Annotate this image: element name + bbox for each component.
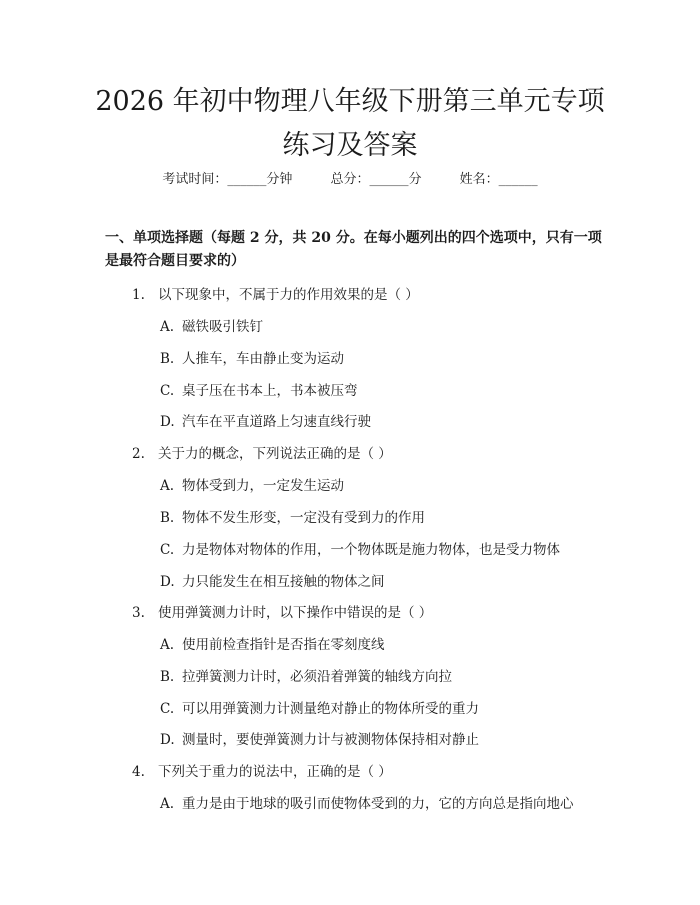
- option-key: D.: [160, 574, 175, 590]
- total-score-field: [330, 172, 421, 187]
- option-text: 磁铁吸引铁钉: [182, 319, 263, 335]
- question-4: [132, 760, 392, 780]
- option-key: B.: [160, 510, 175, 526]
- exam-info-line: [0, 168, 700, 187]
- option-key: A.: [160, 796, 175, 812]
- question-3-option-d: [160, 728, 479, 748]
- student-name-blank: ______: [498, 172, 538, 187]
- exam-time-field: [162, 172, 292, 187]
- question-1-option-a: [160, 315, 263, 335]
- option-text: 物体受到力，一定发生运动: [182, 478, 344, 494]
- option-text: 物体不发生形变，一定没有受到力的作用: [182, 510, 425, 526]
- question-text: 使用弹簧测力计时，以下操作中错误的是（ ）: [158, 605, 433, 621]
- option-text: 人推车，车由静止变为运动: [182, 351, 344, 367]
- question-text: 下列关于重力的说法中，正确的是（ ）: [158, 764, 392, 780]
- question-1: [132, 283, 419, 303]
- student-name-label: 姓名：: [459, 172, 499, 187]
- exam-time-unit: 分钟: [266, 172, 293, 187]
- option-text: 可以用弹簧测力计测量绝对静止的物体所受的重力: [182, 701, 479, 717]
- option-text: 测量时，要使弹簧测力计与被测物体保持相对静止: [182, 732, 479, 748]
- question-3: [132, 601, 432, 621]
- option-key: D.: [160, 414, 175, 430]
- question-2-option-c: [160, 538, 560, 558]
- question-4-option-a: [160, 792, 574, 812]
- option-key: C.: [160, 542, 175, 558]
- question-3-option-a: [160, 633, 385, 653]
- option-text: 重力是由于地球的吸引而使物体受到的力，它的方向总是指向地心: [182, 796, 574, 812]
- question-1-option-d: [160, 410, 371, 430]
- option-text: 桌子压在书本上，书本被压弯: [182, 383, 358, 399]
- question-1-option-b: [160, 347, 344, 367]
- option-key: B.: [160, 669, 175, 685]
- question-2-option-d: [160, 570, 385, 590]
- exam-time-label: 考试时间：: [162, 172, 228, 187]
- question-number: 3.: [132, 605, 145, 621]
- total-score-blank: ______: [369, 172, 409, 187]
- question-text: 关于力的概念，下列说法正确的是（ ）: [158, 446, 392, 462]
- option-text: 使用前检查指针是否指在零刻度线: [182, 637, 385, 653]
- option-key: A.: [160, 478, 175, 494]
- section-heading: 一、单项选择题（每题 2 分，共 20 分。在每小题列出的四个选项中，只有一项是最符合题目要求的）: [105, 230, 602, 269]
- question-2-option-b: [160, 506, 425, 526]
- option-text: 汽车在平直道路上匀速直线行驶: [182, 414, 371, 430]
- document-title: 2026 年初中物理八年级下册第三单元专项练习及答案: [95, 86, 605, 161]
- question-2: [132, 442, 392, 462]
- option-key: C.: [160, 383, 175, 399]
- option-key: B.: [160, 351, 175, 367]
- total-score-unit: 分: [408, 172, 422, 187]
- question-number: 1.: [132, 287, 145, 303]
- option-text: 力只能发生在相互接触的物体之间: [182, 574, 385, 590]
- question-text: 以下现象中，不属于力的作用效果的是（ ）: [158, 287, 419, 303]
- option-key: C.: [160, 701, 175, 717]
- option-text: 力是物体对物体的作用，一个物体既是施力物体，也是受力物体: [182, 542, 560, 558]
- question-2-option-a: [160, 474, 344, 494]
- student-name-field: [460, 172, 538, 187]
- option-key: A.: [160, 637, 175, 653]
- exam-time-blank: ______: [227, 172, 267, 187]
- total-score-label: 总分：: [330, 172, 370, 187]
- option-text: 拉弹簧测力计时，必须沿着弹簧的轴线方向拉: [182, 669, 452, 685]
- question-number: 2.: [132, 446, 145, 462]
- question-3-option-c: [160, 697, 479, 717]
- question-number: 4.: [132, 764, 145, 780]
- option-key: D.: [160, 732, 175, 748]
- question-1-option-c: [160, 379, 358, 399]
- option-key: A.: [160, 319, 175, 335]
- question-3-option-b: [160, 665, 452, 685]
